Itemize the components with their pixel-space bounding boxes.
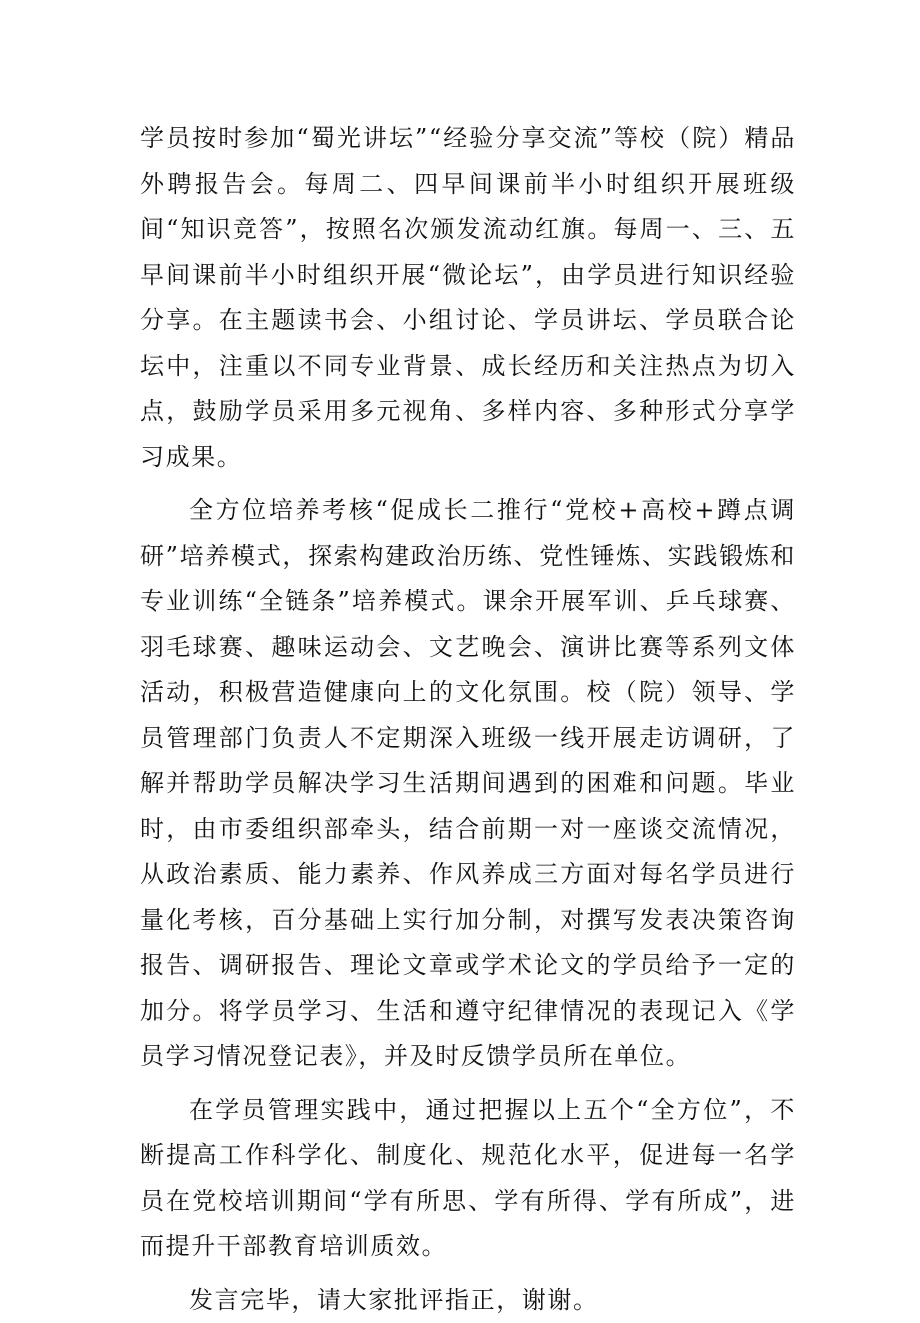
paragraph-activities: 学员按时参加“蜀光讲坛”“经验分享交流”等校（院）精品外聘报告会。每周二、四早间课前半小时组织开展班级间“知识竞答”，按照名次颁发流动红旗。每周一、三、五早间课前半小时组织开展“微论坛”，由学员进行知识经验分享。在主题读书会、小组讨论、学员讲坛、学员联合论坛中，注重以不同专业背景、成长经历和关注热点为切入点，鼓励学员采用多元视角、多样内容、多种形式分享学习成果。: [140, 116, 796, 480]
paragraph-gap: [140, 1270, 796, 1278]
paragraph-gap: [140, 1080, 796, 1088]
paragraph-summary: 在学员管理实践中，通过把握以上五个“全方位”，不断提高工作科学化、制度化、规范化水平，促进每一名学员在党校培训期间“学有所思、学有所得、学有所成”，进而提升干部教育培训质效。: [140, 1088, 796, 1270]
paragraph-closing: 发言完毕，请大家批评指正，谢谢。: [140, 1278, 796, 1323]
paragraph-gap: [140, 480, 796, 488]
paragraph-assessment: 全方位培养考核“促成长二推行“党校+高校+蹲点调研”培养模式，探索构建政治历练、党性锤炼、实践锻炼和专业训练“全链条”培养模式。课余开展军训、乒乓球赛、羽毛球赛、趣味运动会、文艺晚会、演讲比赛等系列文体活动，积极营造健康向上的文化氛围。校（院）领导、学员管理部门负责人不定期深入班级一线开展走访调研，了解并帮助学员解决学习生活期间遇到的困难和问题。毕业时，由市委组织部牵头，结合前期一对一座谈交流情况，从政治素质、能力素养、作风养成三方面对每名学员进行量化考核，百分基础上实行加分制，对撰写发表决策咨询报告、调研报告、理论文章或学术论文的学员给予一定的加分。将学员学习、生活和遵守纪律情况的表现记入《学员学习情况登记表》，并及时反馈学员所在单位。: [140, 488, 796, 1080]
document-body: [140, 116, 796, 1323]
